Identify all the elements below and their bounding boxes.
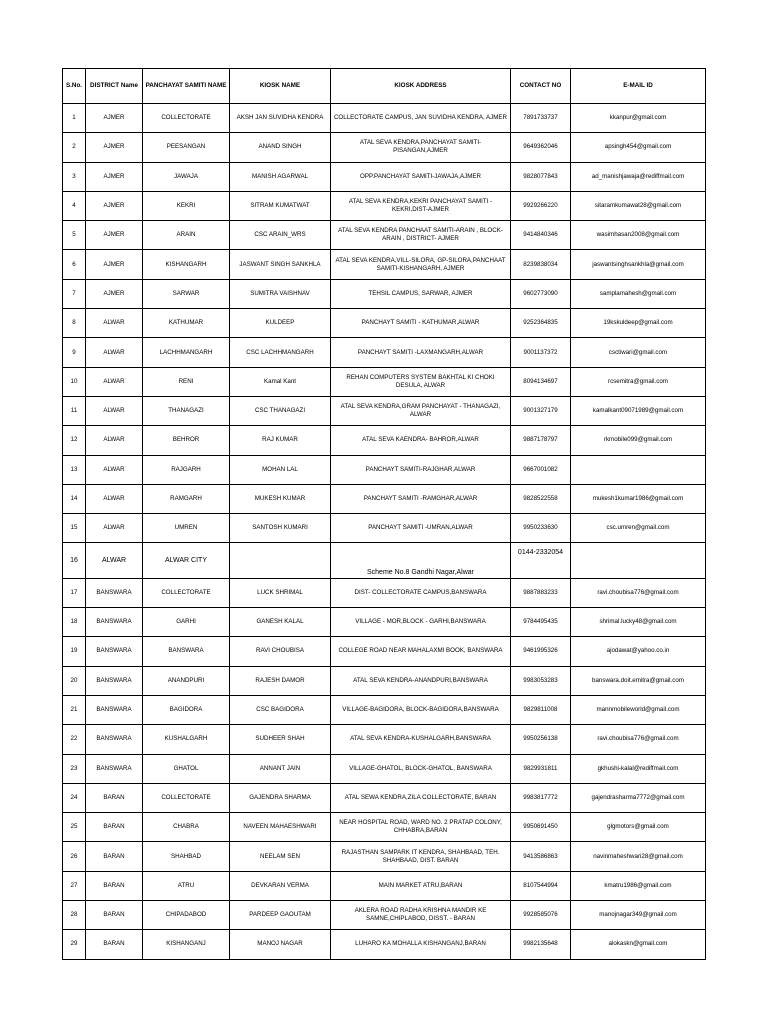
cell-panchayat: RENI bbox=[143, 367, 230, 396]
kiosk-table bbox=[62, 68, 706, 960]
cell-sno: 19 bbox=[63, 637, 86, 666]
cell-panchayat: ATRU bbox=[143, 871, 230, 900]
table-row bbox=[63, 455, 706, 484]
cell-email: manojnagar349@gmail.com bbox=[571, 901, 706, 930]
cell-contact: 9252364835 bbox=[511, 309, 571, 338]
cell-panchayat: LACHHMANGARH bbox=[143, 338, 230, 367]
cell-panchayat: KATHUMAR bbox=[143, 309, 230, 338]
cell-kiosk-name: KULDEEP bbox=[230, 309, 331, 338]
cell-sno: 6 bbox=[63, 250, 86, 279]
cell-contact: 9667001082 bbox=[511, 455, 571, 484]
cell-kiosk-address: ATAL SEVA KENDRA,PANCHAYAT SAMITI-PISANGAN,AJMER bbox=[331, 133, 511, 162]
cell-district: ALWAR bbox=[86, 543, 143, 578]
cell-district: BANSWARA bbox=[86, 695, 143, 724]
cell-kiosk-address: ATAL SEVA KENDRA,GRAM PANCHAYAT - THANAGAZI, ALWAR bbox=[331, 396, 511, 425]
cell-kiosk-address: ATAL SEVA KENDRA-ANANDPURI,BANSWARA bbox=[331, 666, 511, 695]
cell-sno: 5 bbox=[63, 221, 86, 250]
cell-kiosk-name: MANISH AGARWAL bbox=[230, 162, 331, 191]
cell-email: rcsemitra@gmail.com bbox=[571, 367, 706, 396]
cell-email: gajendrasharma7772@gmail.com bbox=[571, 783, 706, 812]
cell-panchayat: ARAIN bbox=[143, 221, 230, 250]
cell-email: rkmobile099@gmail.com bbox=[571, 426, 706, 455]
cell-email: ajodawat@yahoo.co.in bbox=[571, 637, 706, 666]
cell-email: apsingh454@gmail.com bbox=[571, 133, 706, 162]
cell-contact: 9828077843 bbox=[511, 162, 571, 191]
cell-sno: 17 bbox=[63, 578, 86, 607]
cell-kiosk-address: PANCHAYT SAMITI-RAJGHAR,ALWAR bbox=[331, 455, 511, 484]
cell-panchayat: SHAHBAD bbox=[143, 842, 230, 871]
cell-kiosk-name: DEVKARAN VERMA bbox=[230, 871, 331, 900]
cell-panchayat: RAJGARH bbox=[143, 455, 230, 484]
cell-panchayat: THANAGAZI bbox=[143, 396, 230, 425]
cell-panchayat: KEKRI bbox=[143, 191, 230, 220]
cell-email: csc.umren@gmail.com bbox=[571, 514, 706, 543]
cell-kiosk-name: CSC BAGIDORA bbox=[230, 695, 331, 724]
cell-sno: 11 bbox=[63, 396, 86, 425]
header-panchayat: PANCHAYAT SAMITI NAME bbox=[143, 69, 230, 104]
cell-kiosk-name: SITRAM KUMATWAT bbox=[230, 191, 331, 220]
cell-district: ALWAR bbox=[86, 484, 143, 513]
table-row bbox=[63, 695, 706, 724]
cell-district: ALWAR bbox=[86, 309, 143, 338]
cell-district: AJMER bbox=[86, 279, 143, 308]
cell-kiosk-address: COLLECTORATE CAMPUS, JAN SUVIDHA KENDRA, AJMER bbox=[331, 104, 511, 133]
table-row bbox=[63, 666, 706, 695]
cell-panchayat: COLLECTORATE bbox=[143, 578, 230, 607]
cell-kiosk-address: Scheme No.8 Gandhi Nagar,Alwar bbox=[331, 543, 511, 578]
cell-kiosk-address: COLLEGE ROAD NEAR MAHALAXMI BOOK, BANSWARA bbox=[331, 637, 511, 666]
cell-sno: 21 bbox=[63, 695, 86, 724]
cell-sno: 27 bbox=[63, 871, 86, 900]
cell-panchayat: COLLECTORATE bbox=[143, 104, 230, 133]
table-row bbox=[63, 484, 706, 513]
cell-email bbox=[571, 455, 706, 484]
table-row bbox=[63, 930, 706, 959]
cell-kiosk-name: RAVI CHOUBISA bbox=[230, 637, 331, 666]
cell-email: mukesh1kumar1986@gmail.com bbox=[571, 484, 706, 513]
header-contact: CONTACT NO bbox=[511, 69, 571, 104]
cell-email: kamalkant09071989@gmail.com bbox=[571, 396, 706, 425]
cell-email: kmatru1986@gmail.com bbox=[571, 871, 706, 900]
cell-contact: 9829931811 bbox=[511, 754, 571, 783]
cell-kiosk-name: MUKESH KUMAR bbox=[230, 484, 331, 513]
cell-sno: 2 bbox=[63, 133, 86, 162]
table-row bbox=[63, 901, 706, 930]
cell-sno: 9 bbox=[63, 338, 86, 367]
cell-contact: 9982135648 bbox=[511, 930, 571, 959]
cell-contact: 9649362046 bbox=[511, 133, 571, 162]
cell-email: 19kskuldeep@gmail.com bbox=[571, 309, 706, 338]
table-row bbox=[63, 250, 706, 279]
cell-contact: 9001327179 bbox=[511, 396, 571, 425]
cell-district: BARAN bbox=[86, 930, 143, 959]
table-row bbox=[63, 133, 706, 162]
cell-district: BANSWARA bbox=[86, 608, 143, 637]
cell-kiosk-address: OPP.PANCHAYAT SAMITI-JAWAJA,AJMER bbox=[331, 162, 511, 191]
cell-kiosk-address: ATAL SEVA KENDRA,KEKRI PANCHAYAT SAMITI - KEKRI,DIST-AJMER bbox=[331, 191, 511, 220]
cell-district: AJMER bbox=[86, 162, 143, 191]
cell-district: BANSWARA bbox=[86, 637, 143, 666]
cell-panchayat: BAGIDORA bbox=[143, 695, 230, 724]
cell-panchayat: COLLECTORATE bbox=[143, 783, 230, 812]
cell-kiosk-name: MANOJ NAGAR bbox=[230, 930, 331, 959]
cell-email: sitaramkumawat28@gmail.com bbox=[571, 191, 706, 220]
header-district: DISTRICT Name bbox=[86, 69, 143, 104]
cell-panchayat: RAMGARH bbox=[143, 484, 230, 513]
cell-district: BANSWARA bbox=[86, 666, 143, 695]
cell-kiosk-address: NEAR HOSPITAL ROAD, WARD NO. 2 PRATAP COLONY, CHHABRA,BARAN bbox=[331, 813, 511, 842]
cell-kiosk-address: DIST- COLLECTORATE CAMPUS,BANSWARA bbox=[331, 578, 511, 607]
table-row bbox=[63, 783, 706, 812]
cell-kiosk-address: LUHARO KA MOHALLA KISHANGANJ,BARAN bbox=[331, 930, 511, 959]
cell-email: glgmotors@gmail.com bbox=[571, 813, 706, 842]
cell-kiosk-name: LUCK SHRIMAL bbox=[230, 578, 331, 607]
cell-contact: 8239838034 bbox=[511, 250, 571, 279]
cell-district: ALWAR bbox=[86, 367, 143, 396]
cell-contact: 9001137372 bbox=[511, 338, 571, 367]
cell-kiosk-address: PANCHAYT SAMITI -LAXMANGARH,ALWAR bbox=[331, 338, 511, 367]
cell-contact: 9828522558 bbox=[511, 484, 571, 513]
cell-district: BANSWARA bbox=[86, 725, 143, 754]
cell-contact: 9602773090 bbox=[511, 279, 571, 308]
cell-contact: 9413586863 bbox=[511, 842, 571, 871]
cell-email: shrimal.lucky48@gmail.com bbox=[571, 608, 706, 637]
cell-email: samplamahesh@gmail.com bbox=[571, 279, 706, 308]
cell-kiosk-address: ATAL SEVA KENDRA-KUSHALGARH,BANSWARA bbox=[331, 725, 511, 754]
cell-kiosk-address: VILLAGE - MOR,BLOCK - GARHI,BANSWARA bbox=[331, 608, 511, 637]
cell-kiosk-name: SANTOSH KUMARI bbox=[230, 514, 331, 543]
cell-kiosk-address: VILLAGE-GHATOL, BLOCK-GHATOL, BANSWARA bbox=[331, 754, 511, 783]
cell-kiosk-name: JASWANT SINGH SANKHLA bbox=[230, 250, 331, 279]
table-row bbox=[63, 279, 706, 308]
cell-kiosk-name: SUDHEER SHAH bbox=[230, 725, 331, 754]
cell-district: AJMER bbox=[86, 104, 143, 133]
cell-district: BARAN bbox=[86, 901, 143, 930]
cell-email: mannmobileworld@gmail.com bbox=[571, 695, 706, 724]
cell-kiosk-name: ANAND SINGH bbox=[230, 133, 331, 162]
cell-contact: 9414840346 bbox=[511, 221, 571, 250]
cell-panchayat: KISHANGARH bbox=[143, 250, 230, 279]
table-row bbox=[63, 367, 706, 396]
cell-email: gkhushi-kalal@rediffmail.com bbox=[571, 754, 706, 783]
header-kiosk-name: KIOSK NAME bbox=[230, 69, 331, 104]
cell-kiosk-name bbox=[230, 543, 331, 578]
table-header-row bbox=[63, 69, 706, 104]
cell-district: ALWAR bbox=[86, 455, 143, 484]
table-row bbox=[63, 871, 706, 900]
table-row bbox=[63, 221, 706, 250]
table-row bbox=[63, 104, 706, 133]
cell-panchayat: UMREN bbox=[143, 514, 230, 543]
cell-sno: 29 bbox=[63, 930, 86, 959]
cell-contact: 7891733737 bbox=[511, 104, 571, 133]
header-kiosk-address: KIOSK ADDRESS bbox=[331, 69, 511, 104]
cell-sno: 7 bbox=[63, 279, 86, 308]
cell-email: ravi.choubisa776@gmail.com bbox=[571, 578, 706, 607]
table-row bbox=[63, 309, 706, 338]
cell-sno: 28 bbox=[63, 901, 86, 930]
cell-district: BARAN bbox=[86, 871, 143, 900]
table-row bbox=[63, 426, 706, 455]
cell-panchayat: KUSHALGARH bbox=[143, 725, 230, 754]
cell-district: ALWAR bbox=[86, 514, 143, 543]
cell-district: AJMER bbox=[86, 221, 143, 250]
cell-contact: 0144-2332054 bbox=[511, 543, 571, 578]
cell-contact: 9983053283 bbox=[511, 666, 571, 695]
cell-panchayat: CHIPADABOD bbox=[143, 901, 230, 930]
cell-sno: 18 bbox=[63, 608, 86, 637]
table-row bbox=[63, 754, 706, 783]
cell-sno: 23 bbox=[63, 754, 86, 783]
table-row bbox=[63, 813, 706, 842]
table-row bbox=[63, 842, 706, 871]
cell-kiosk-address: MAIN MARKET ATRU,BARAN bbox=[331, 871, 511, 900]
cell-kiosk-address: ATAL SEVA KENDRA PANCHAAT SAMITI-ARAIN , BLOCK-ARAIN , DISTRICT- AJMER bbox=[331, 221, 511, 250]
cell-panchayat: BANSWARA bbox=[143, 637, 230, 666]
cell-sno: 12 bbox=[63, 426, 86, 455]
cell-panchayat: CHABRA bbox=[143, 813, 230, 842]
cell-kiosk-address: PANCHAYT SAMITI -RAMGHAR,ALWAR bbox=[331, 484, 511, 513]
cell-kiosk-address: ATAL SEVA KENDRA,VILL-SILORA, GP-SILORA,PANCHAAT SAMITI-KISHANGARH, AJMER bbox=[331, 250, 511, 279]
cell-kiosk-address: TEHSIL CAMPUS, SARWAR, AJMER bbox=[331, 279, 511, 308]
table-body bbox=[63, 104, 706, 960]
cell-district: BARAN bbox=[86, 783, 143, 812]
cell-contact: 8094134697 bbox=[511, 367, 571, 396]
cell-district: AJMER bbox=[86, 133, 143, 162]
cell-panchayat: ANANDPURI bbox=[143, 666, 230, 695]
cell-panchayat: GARHI bbox=[143, 608, 230, 637]
cell-kiosk-name: PARDEEP GAOUTAM bbox=[230, 901, 331, 930]
header-sno: S.No. bbox=[63, 69, 86, 104]
cell-panchayat: GHATOL bbox=[143, 754, 230, 783]
cell-kiosk-name: CSC LACHHMANGARH bbox=[230, 338, 331, 367]
cell-kiosk-name: CSC THANAGAZI bbox=[230, 396, 331, 425]
cell-kiosk-name: AKSH JAN SUVIDHA KENDRA bbox=[230, 104, 331, 133]
cell-contact: 9950256138 bbox=[511, 725, 571, 754]
cell-kiosk-name: Kamal Kant bbox=[230, 367, 331, 396]
cell-kiosk-name: MOHAN LAL bbox=[230, 455, 331, 484]
table-row bbox=[63, 543, 706, 578]
cell-kiosk-address: PANCHAYT SAMITI - KATHUMAR,ALWAR bbox=[331, 309, 511, 338]
cell-sno: 1 bbox=[63, 104, 86, 133]
cell-sno: 22 bbox=[63, 725, 86, 754]
cell-sno: 3 bbox=[63, 162, 86, 191]
cell-contact: 8107544994 bbox=[511, 871, 571, 900]
cell-kiosk-name: GAJENDRA SHARMA bbox=[230, 783, 331, 812]
cell-email: navinmaheshwari28@gmail.com bbox=[571, 842, 706, 871]
cell-sno: 15 bbox=[63, 514, 86, 543]
cell-email: banswara.doit.emitra@gmail.com bbox=[571, 666, 706, 695]
cell-contact: 9829811008 bbox=[511, 695, 571, 724]
cell-contact: 9887178797 bbox=[511, 426, 571, 455]
cell-sno: 24 bbox=[63, 783, 86, 812]
cell-contact: 9784495435 bbox=[511, 608, 571, 637]
cell-kiosk-address: REHAN COMPUTERS SYSTEM BAKHTAL KI CHOKI DESULA, ALWAR bbox=[331, 367, 511, 396]
cell-kiosk-name: RAJ KUMAR bbox=[230, 426, 331, 455]
cell-email: ravi.choubisa776@gmail.com bbox=[571, 725, 706, 754]
table-row bbox=[63, 725, 706, 754]
cell-district: AJMER bbox=[86, 191, 143, 220]
cell-sno: 13 bbox=[63, 455, 86, 484]
cell-sno: 14 bbox=[63, 484, 86, 513]
cell-kiosk-name: SUMITRA VAISHNAV bbox=[230, 279, 331, 308]
cell-sno: 26 bbox=[63, 842, 86, 871]
cell-sno: 10 bbox=[63, 367, 86, 396]
cell-district: ALWAR bbox=[86, 338, 143, 367]
cell-district: ALWAR bbox=[86, 426, 143, 455]
cell-kiosk-name: RAJESH DAMOR bbox=[230, 666, 331, 695]
cell-email bbox=[571, 543, 706, 578]
cell-contact: 9983817772 bbox=[511, 783, 571, 812]
cell-contact: 9887883233 bbox=[511, 578, 571, 607]
cell-panchayat: PEESANGAN bbox=[143, 133, 230, 162]
cell-kiosk-address: AKLERA ROAD RADHA KRISHNA MANDIR KE SAMNE,CHIPLABOD, DISST. - BARAN bbox=[331, 901, 511, 930]
cell-panchayat: KISHANGANJ bbox=[143, 930, 230, 959]
cell-kiosk-address: PANCHAYT SAMITI -UMRAN,ALWAR bbox=[331, 514, 511, 543]
cell-kiosk-name: GANESH KALAL bbox=[230, 608, 331, 637]
cell-district: AJMER bbox=[86, 250, 143, 279]
cell-panchayat: SARWAR bbox=[143, 279, 230, 308]
cell-kiosk-address: ATAL SEVA KAENDRA- BAHROR,ALWAR bbox=[331, 426, 511, 455]
cell-contact: 9950233630 bbox=[511, 514, 571, 543]
cell-district: BANSWARA bbox=[86, 578, 143, 607]
table-row bbox=[63, 396, 706, 425]
cell-email: kkanpur@gmail.com bbox=[571, 104, 706, 133]
cell-kiosk-address: ATAL SEWA KENDRA,ZILA COLLECTORATE, BARAN bbox=[331, 783, 511, 812]
table-row bbox=[63, 162, 706, 191]
cell-email: csctiwari@gmail.com bbox=[571, 338, 706, 367]
cell-kiosk-address: VILLAGE-BAGIDORA, BLOCK-BAGIDORA,BANSWARA bbox=[331, 695, 511, 724]
cell-contact: 9929266220 bbox=[511, 191, 571, 220]
cell-sno: 25 bbox=[63, 813, 86, 842]
cell-contact: 9950691450 bbox=[511, 813, 571, 842]
cell-district: BANSWARA bbox=[86, 754, 143, 783]
cell-district: BARAN bbox=[86, 813, 143, 842]
cell-kiosk-name: ANNANT JAIN bbox=[230, 754, 331, 783]
header-email: E-MAIL ID bbox=[571, 69, 706, 104]
table-row bbox=[63, 338, 706, 367]
cell-sno: 20 bbox=[63, 666, 86, 695]
cell-kiosk-name: NEELAM SEN bbox=[230, 842, 331, 871]
cell-sno: 16 bbox=[63, 543, 86, 578]
cell-kiosk-name: NAVEEN MAHAESHWARI bbox=[230, 813, 331, 842]
cell-email: alokaskn@gmail.com bbox=[571, 930, 706, 959]
cell-panchayat: BEHROR bbox=[143, 426, 230, 455]
cell-sno: 4 bbox=[63, 191, 86, 220]
cell-panchayat: ALWAR CITY bbox=[143, 543, 230, 578]
table-row bbox=[63, 191, 706, 220]
cell-contact: 9928585076 bbox=[511, 901, 571, 930]
table-row bbox=[63, 578, 706, 607]
cell-panchayat: JAWAJA bbox=[143, 162, 230, 191]
cell-kiosk-name: CSC ARAIN_WRS bbox=[230, 221, 331, 250]
table-row bbox=[63, 637, 706, 666]
cell-contact: 9461995326 bbox=[511, 637, 571, 666]
table-row bbox=[63, 514, 706, 543]
cell-kiosk-address: RAJASTHAN SAMPARK IT KENDRA, SHAHBAAD, TEH. SHAHBAAD, DIST. BARAN bbox=[331, 842, 511, 871]
cell-email: jaswantsinghsankhla@gmail.com bbox=[571, 250, 706, 279]
cell-sno: 8 bbox=[63, 309, 86, 338]
cell-email: ad_manishjawaja@rediffmail.com bbox=[571, 162, 706, 191]
cell-district: ALWAR bbox=[86, 396, 143, 425]
cell-email: wasimhasan2008@gmail.com bbox=[571, 221, 706, 250]
cell-district: BARAN bbox=[86, 842, 143, 871]
table-row bbox=[63, 608, 706, 637]
